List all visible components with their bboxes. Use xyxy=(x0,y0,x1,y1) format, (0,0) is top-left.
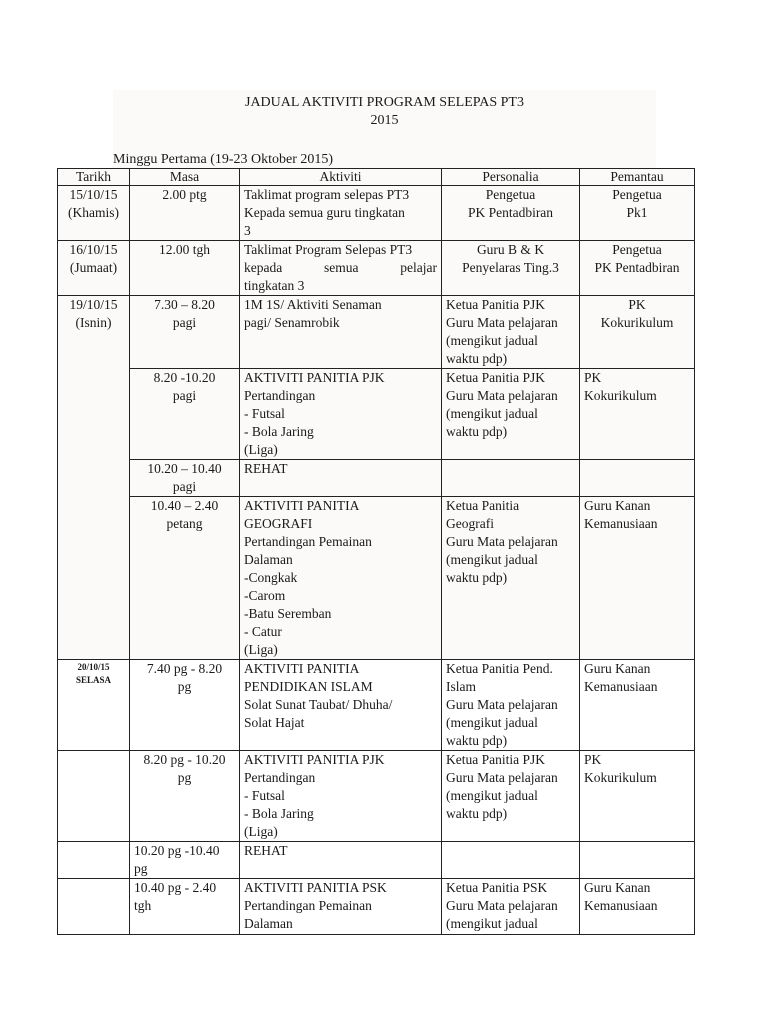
cell-text: waktu pdp) xyxy=(446,806,508,821)
cell-masa xyxy=(130,751,240,842)
week-label: Minggu Pertama (19-23 Oktober 2015) xyxy=(113,152,334,167)
cell-tarikh xyxy=(58,241,130,296)
cell-text: pagi xyxy=(172,479,197,494)
cell-text: Pertandingan Pemainan xyxy=(244,898,372,913)
cell-text: (mengikut jadual xyxy=(446,552,538,567)
cell-text: (Isnin) xyxy=(75,315,112,330)
document-title xyxy=(113,94,656,130)
cell-masa xyxy=(130,460,240,497)
cell-text: 15/10/15 xyxy=(69,187,118,202)
cell-aktiviti xyxy=(240,497,442,660)
cell-text: Guru Mata pelajaran xyxy=(446,388,558,403)
cell-text: 2.00 ptg xyxy=(162,187,207,202)
cell-text: 7.40 pg - 8.20 xyxy=(146,661,223,676)
cell-text: AKTIVITI PANITIA xyxy=(244,661,360,676)
cell-text: 3 xyxy=(244,223,251,238)
header-pemantau: Pemantau xyxy=(580,169,695,186)
cell-masa xyxy=(130,660,240,751)
cell-text: REHAT xyxy=(244,461,288,476)
cell-text: -Batu Seremban xyxy=(244,606,332,621)
cell-text: Ketua Panitia PSK xyxy=(446,880,548,895)
cell-text: Pengetua xyxy=(612,242,662,257)
cell-text: petang xyxy=(166,516,203,531)
cell-text: waktu pdp) xyxy=(446,570,508,585)
cell-text: - Bola Jaring xyxy=(244,806,314,821)
cell-pemantau xyxy=(580,241,695,296)
cell-aktiviti xyxy=(240,842,442,879)
cell-pemantau xyxy=(580,186,695,241)
cell-text: Guru Kanan xyxy=(584,498,651,513)
table-row xyxy=(58,460,695,497)
cell-text: (mengikut jadual xyxy=(446,333,538,348)
cell-pemantau xyxy=(580,460,695,497)
cell-text: pg xyxy=(177,770,192,785)
cell-tarikh xyxy=(58,842,130,879)
cell-aktiviti xyxy=(240,460,442,497)
cell-aktiviti xyxy=(240,369,442,460)
cell-tarikh xyxy=(58,296,130,660)
cell-text: (Liga) xyxy=(244,824,278,839)
cell-text: - Futsal xyxy=(244,788,285,803)
cell-text: pagi xyxy=(172,388,197,403)
cell-text: Dalaman xyxy=(244,916,293,931)
cell-masa xyxy=(130,369,240,460)
cell-text: PK Pentadbiran xyxy=(594,260,680,275)
cell-text: 10.20 pg -10.40 xyxy=(134,843,220,858)
cell-text: -Carom xyxy=(244,588,286,603)
cell-text: pagi xyxy=(172,315,197,330)
cell-aktiviti xyxy=(240,879,442,935)
table-row xyxy=(58,186,695,241)
cell-text: (mengikut jadual xyxy=(446,406,538,421)
header-masa: Masa xyxy=(130,169,240,186)
cell-text: Kemanusiaan xyxy=(584,898,658,913)
cell-text: Islam xyxy=(446,679,476,694)
cell-tarikh xyxy=(58,660,130,751)
cell-pemantau xyxy=(580,842,695,879)
cell-masa xyxy=(130,241,240,296)
cell-text: PENDIDIKAN ISLAM xyxy=(244,679,373,694)
cell-personalia xyxy=(442,241,580,296)
cell-text: - Bola Jaring xyxy=(244,424,314,439)
title-year: 2015 xyxy=(370,113,399,128)
cell-text: Guru Mata pelajaran xyxy=(446,534,558,549)
header-personalia: Personalia xyxy=(442,169,580,186)
cell-text: 19/10/15 xyxy=(69,297,118,312)
cell-text: (Liga) xyxy=(244,642,278,657)
cell-tarikh xyxy=(58,879,130,935)
cell-text: waktu pdp) xyxy=(446,733,508,748)
cell-text: 10.20 – 10.40 xyxy=(147,461,222,476)
cell-text: 10.40 pg - 2.40 xyxy=(134,880,217,895)
cell-text: (Jumaat) xyxy=(69,260,118,275)
cell-text: (mengikut jadual xyxy=(446,715,538,730)
cell-pemantau xyxy=(580,879,695,935)
cell-text: 1M 1S/ Aktiviti Senaman xyxy=(244,297,382,312)
schedule-table xyxy=(57,168,695,935)
cell-tarikh xyxy=(58,186,130,241)
cell-text: -Congkak xyxy=(244,570,298,585)
cell-text: Kepada semua guru tingkatan xyxy=(244,205,405,220)
cell-tarikh xyxy=(58,751,130,842)
cell-text: PK xyxy=(628,297,646,312)
cell-text: Pengetua xyxy=(612,187,662,202)
cell-text: Penyelaras Ting.3 xyxy=(462,260,559,275)
table-row xyxy=(58,879,695,935)
cell-text: AKTIVITI PANITIA PJK xyxy=(244,752,385,767)
cell-text: (mengikut jadual xyxy=(446,788,538,803)
cell-text: Pertandingan xyxy=(244,770,316,785)
cell-text: Guru Mata pelajaran xyxy=(446,898,558,913)
cell-text: pg xyxy=(134,861,148,876)
table-row xyxy=(58,241,695,296)
cell-personalia xyxy=(442,842,580,879)
cell-text: (Liga) xyxy=(244,442,278,457)
cell-text: Kokurikulum xyxy=(584,388,657,403)
cell-text: (mengikut jadual xyxy=(446,916,538,931)
cell-text: Ketua Panitia PJK xyxy=(446,370,545,385)
cell-text: Guru Kanan xyxy=(584,880,651,895)
cell-text: Ketua Panitia Pend. xyxy=(446,661,553,676)
cell-personalia xyxy=(442,296,580,369)
cell-masa xyxy=(130,186,240,241)
cell-text: Kemanusiaan xyxy=(584,516,658,531)
cell-text: tingkatan 3 xyxy=(244,278,305,293)
table-row xyxy=(58,842,695,879)
cell-text: 16/10/15 xyxy=(69,242,118,257)
cell-text: kepada semua pelajar xyxy=(244,260,437,275)
cell-text: Ketua Panitia PJK xyxy=(446,752,545,767)
cell-text: Guru B & K xyxy=(476,242,545,257)
cell-masa xyxy=(130,296,240,369)
cell-text: Guru Mata pelajaran xyxy=(446,697,558,712)
cell-text: 8.20 -10.20 xyxy=(153,370,216,385)
cell-personalia xyxy=(442,879,580,935)
cell-text: Geografi xyxy=(446,516,494,531)
cell-text: 8.20 pg - 10.20 xyxy=(143,752,226,767)
cell-masa xyxy=(130,842,240,879)
cell-text: waktu pdp) xyxy=(446,424,508,439)
cell-text: Pertandingan Pemainan xyxy=(244,534,372,549)
cell-text: Guru Mata pelajaran xyxy=(446,315,558,330)
cell-text: (Khamis) xyxy=(68,205,119,220)
cell-personalia xyxy=(442,660,580,751)
cell-text: pagi/ Senamrobik xyxy=(244,315,340,330)
cell-personalia xyxy=(442,751,580,842)
cell-aktiviti xyxy=(240,186,442,241)
cell-aktiviti xyxy=(240,751,442,842)
cell-text: PK xyxy=(584,752,602,767)
table-row xyxy=(58,497,695,660)
cell-text: Solat Sunat Taubat/ Dhuha/ xyxy=(244,697,393,712)
cell-pemantau xyxy=(580,751,695,842)
cell-pemantau xyxy=(580,660,695,751)
cell-aktiviti xyxy=(240,241,442,296)
cell-text: 7.30 – 8.20 xyxy=(154,297,215,312)
cell-text: tgh xyxy=(134,898,152,913)
cell-personalia xyxy=(442,460,580,497)
table-row xyxy=(58,751,695,842)
cell-text: - Futsal xyxy=(244,406,285,421)
cell-text: 10.40 – 2.40 xyxy=(150,498,219,513)
cell-text: Ketua Panitia xyxy=(446,498,520,513)
cell-text: Dalaman xyxy=(244,552,293,567)
cell-pemantau xyxy=(580,497,695,660)
cell-text: AKTIVITI PANITIA PSK xyxy=(244,880,387,895)
cell-text: Kemanusiaan xyxy=(584,679,658,694)
cell-personalia xyxy=(442,369,580,460)
cell-text: 12.00 tgh xyxy=(158,242,210,257)
cell-text: Taklimat Program Selepas PT3 xyxy=(244,242,413,257)
table-row xyxy=(58,369,695,460)
cell-personalia xyxy=(442,497,580,660)
header-tarikh: Tarikh xyxy=(58,169,130,186)
cell-text: waktu pdp) xyxy=(446,351,508,366)
cell-text: 20/10/15 xyxy=(77,662,110,672)
cell-text: Pertandingan xyxy=(244,388,316,403)
cell-text: Kokurikulum xyxy=(600,315,674,330)
cell-text: Guru Mata pelajaran xyxy=(446,770,558,785)
cell-text: Taklimat program selepas PT3 xyxy=(244,187,410,202)
cell-aktiviti xyxy=(240,296,442,369)
cell-text: Ketua Panitia PJK xyxy=(446,297,545,312)
cell-masa xyxy=(130,497,240,660)
cell-pemantau xyxy=(580,296,695,369)
cell-text: REHAT xyxy=(244,843,288,858)
table-header-row xyxy=(58,169,695,186)
cell-pemantau xyxy=(580,369,695,460)
table-row xyxy=(58,296,695,369)
cell-text: Kokurikulum xyxy=(584,770,657,785)
cell-text: AKTIVITI PANITIA xyxy=(244,498,360,513)
cell-text: pg xyxy=(177,679,192,694)
cell-text: AKTIVITI PANITIA PJK xyxy=(244,370,385,385)
title-line-1: JADUAL AKTIVITI PROGRAM SELEPAS PT3 xyxy=(245,95,524,110)
cell-text: PK Pentadbiran xyxy=(467,205,554,220)
cell-text: GEOGRAFI xyxy=(244,516,313,531)
cell-text: Pengetua xyxy=(485,187,536,202)
header-aktiviti: Aktiviti xyxy=(240,169,442,186)
cell-text: - Catur xyxy=(244,624,282,639)
cell-masa xyxy=(130,879,240,935)
table-row xyxy=(58,660,695,751)
cell-text: SELASA xyxy=(75,675,111,685)
cell-text: Solat Hajat xyxy=(244,715,305,730)
cell-text: PK xyxy=(584,370,602,385)
cell-aktiviti xyxy=(240,660,442,751)
cell-personalia xyxy=(442,186,580,241)
cell-text: Pk1 xyxy=(626,205,648,220)
cell-text: Guru Kanan xyxy=(584,661,651,676)
